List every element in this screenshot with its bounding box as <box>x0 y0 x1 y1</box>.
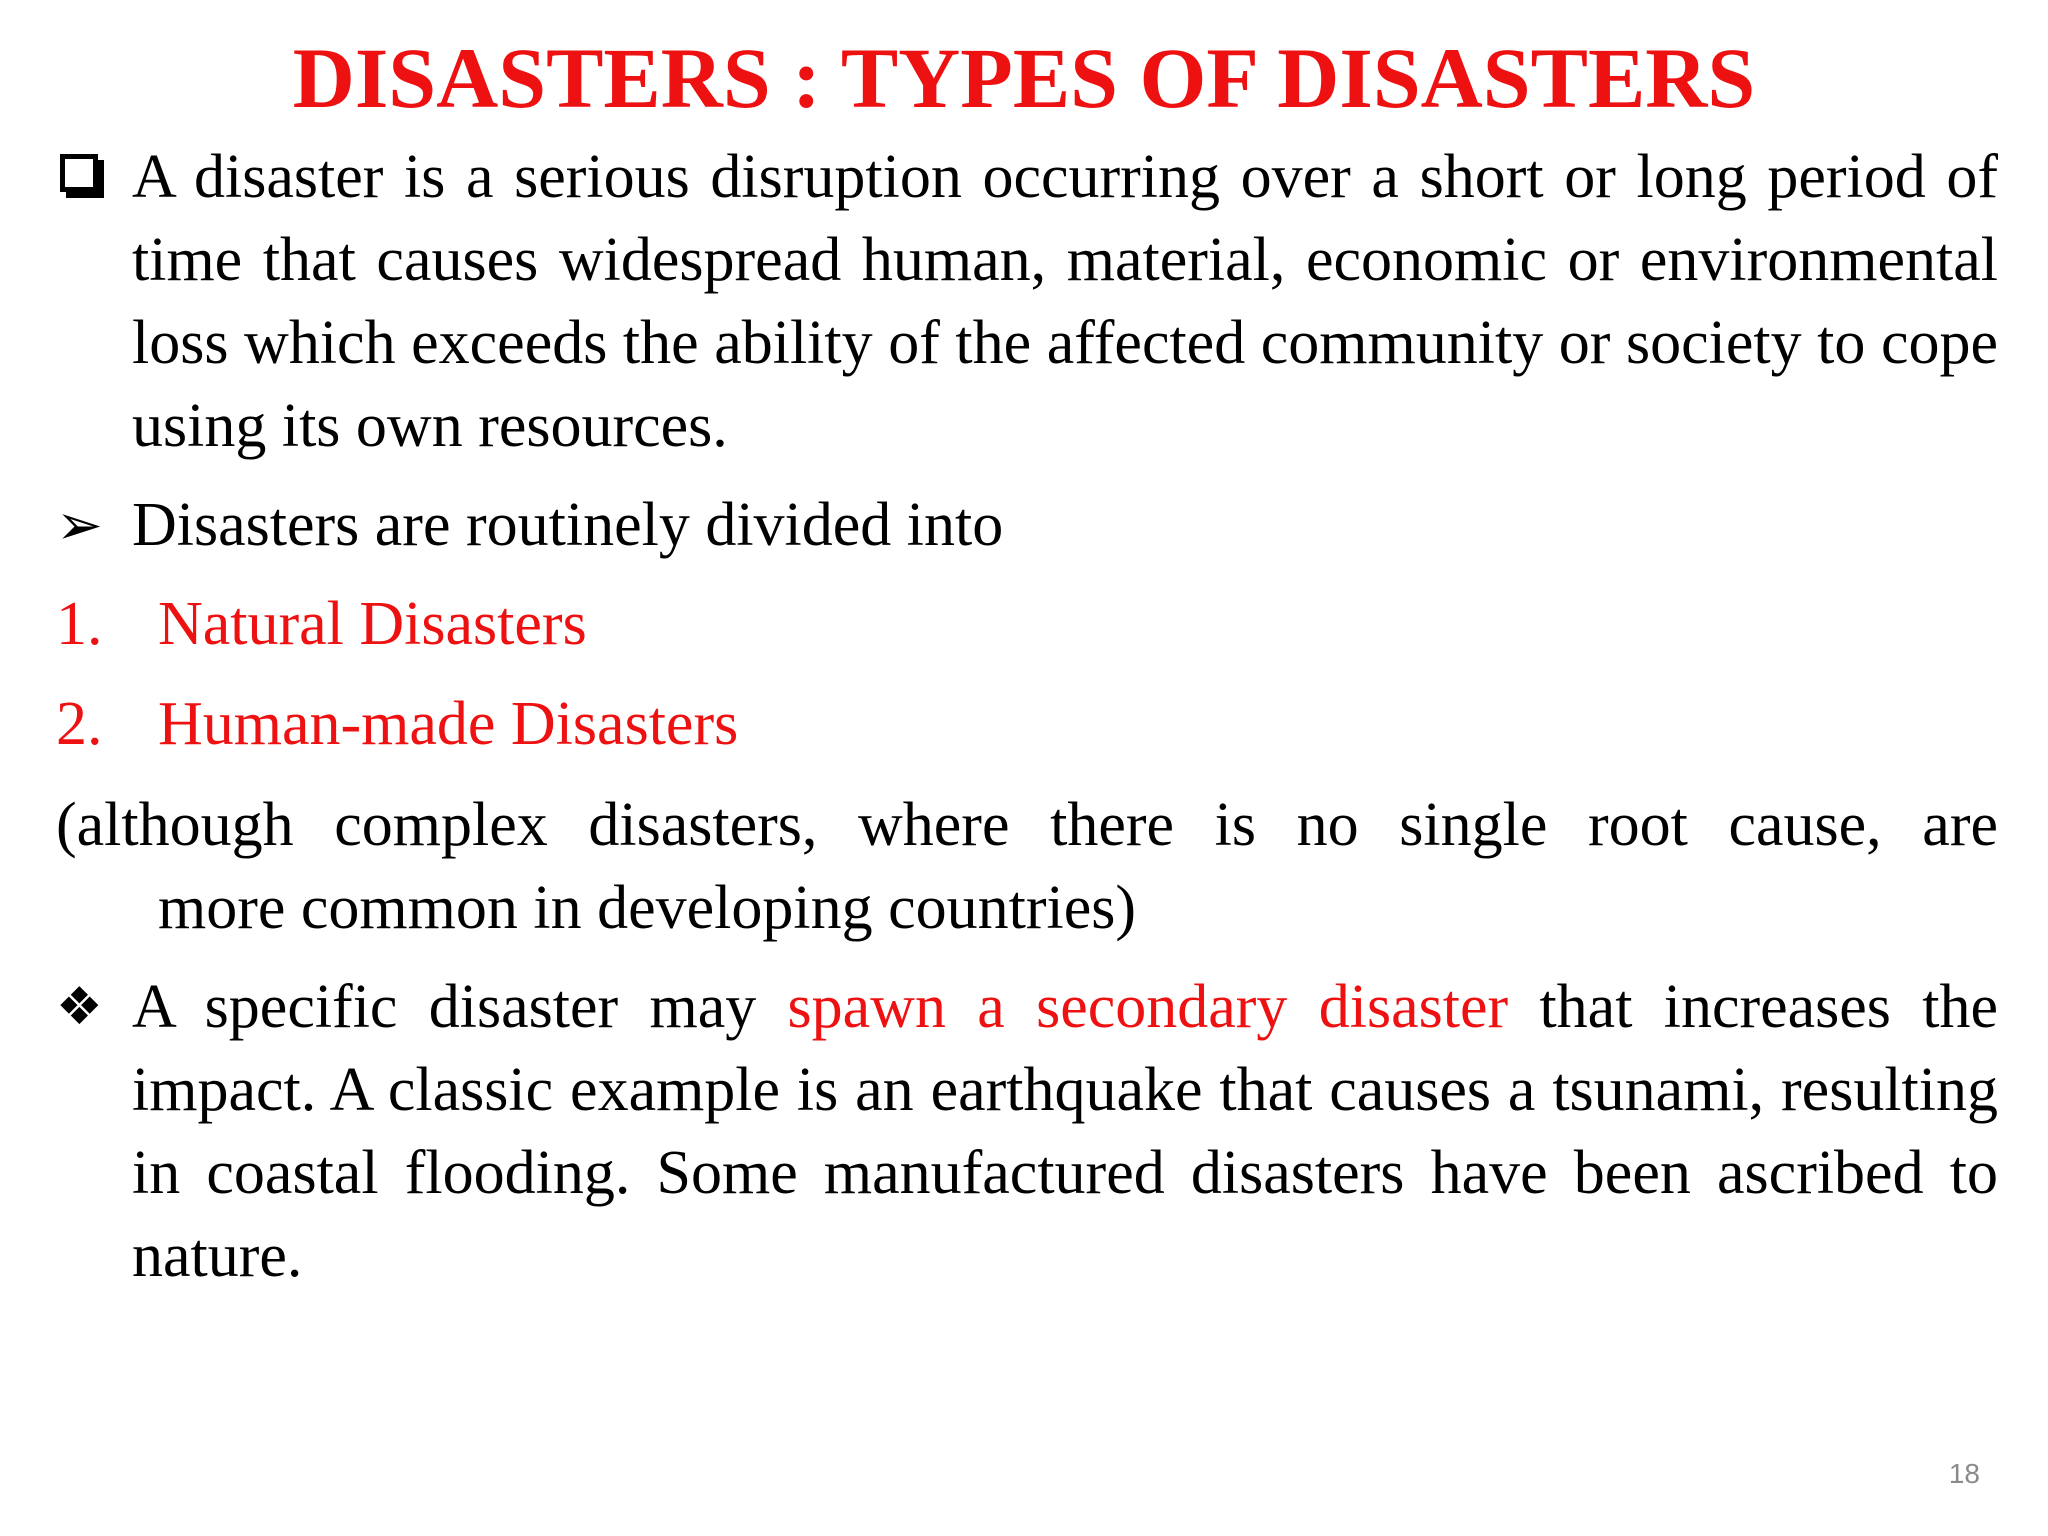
complex-note-line-2: more common in developing countries) <box>158 874 1136 942</box>
page-number: 18 <box>1948 1458 1980 1489</box>
type-1-label: Natural Disasters <box>158 590 587 658</box>
type-2-label: Human-made Disasters <box>158 690 739 758</box>
secondary-text-before: A specific disaster may <box>132 973 788 1041</box>
secondary-text-after: that increases the impact. A classic example is an earthquake that causes a tsunami, resulting in coastal flooding. Some manufactured disasters have been ascribed to nature. <box>132 973 1998 1290</box>
diamonds-bullet-icon: ❖ <box>56 977 103 1037</box>
secondary-highlight: spawn a secondary disaster <box>787 973 1509 1041</box>
definition-paragraph: A disaster is a serious disruption occurring over a short or long period of time that causes widespread human, material, economic or environmental loss which exceeds the ability of the affected community or society to cope using its own resources. <box>132 143 1998 460</box>
arrow-bullet-icon: ➢ <box>56 493 103 558</box>
division-intro: Disasters are routinely divided into <box>132 491 1004 559</box>
slide-title: DISASTERS : TYPES OF DISASTERS <box>292 30 1756 126</box>
type-1-number: 1. <box>56 590 103 658</box>
square-bullet-icon <box>56 136 126 219</box>
complex-note-line-1: (although complex disasters, where there is no single root cause, are <box>56 791 1998 859</box>
secondary-disaster-paragraph <box>132 966 1998 1298</box>
type-2-number: 2. <box>56 690 103 758</box>
complex-disasters-note <box>56 784 1998 950</box>
